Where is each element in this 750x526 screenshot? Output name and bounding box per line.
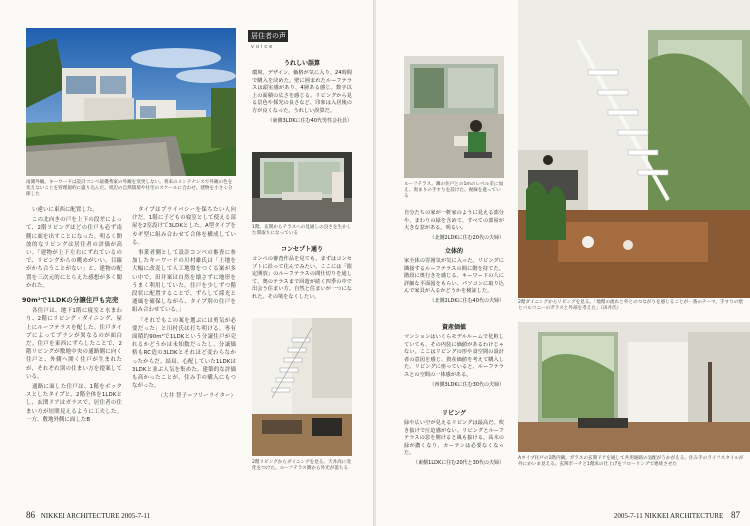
interior-photo-ground (252, 152, 352, 222)
voice-body: 緑や広い空が見えるリビングは最高だ。吹き抜けで圧迫感がない。リビングとルーフテラスの窓を開けると風も抜ける。高木の緑が濃くなり、カーテンは必要なくなった。 (404, 420, 504, 457)
voice-body: コンペの審査作品を見ても、まずはコンセプトに沿って住んでみたい。ここには「限定開放」のルーフテラスの間仕切りを通して、奥のテラスまで回遊が続く四季の中で出会う住まい方。自然と住まいが一つになれた。その境をなくしたい。 (252, 256, 352, 300)
body-column-1 (22, 206, 122, 426)
voice-extra (404, 210, 504, 241)
voice-body: 自分たちの家が一軒家のように見える部分や、まわりの緑を含めて、すべての部屋が大きな窓がある。明るい。 (404, 210, 504, 232)
body-paragraph: い違いに東西に配置した。 (32, 207, 98, 213)
voice-body: 家全体の雰囲気が気に入った。リビングに隣接するルーフテラスの間に階を持てた。階段に奥行きを感じる。キーワードの人に詳細な平面図をもらい、パソコンに取り込んで家具が入るかどうかを検証した。 (404, 258, 504, 295)
entrance-interior-photo (518, 322, 750, 452)
voice-signature: （東側1LDKに住む20代と30代の夫婦） (413, 459, 504, 466)
voice-signature: （北側2LDKに住む20代の夫婦） (429, 234, 504, 241)
left-page-number: 86 (26, 510, 35, 520)
staircase-photo-caption: 2階リビングからダイニングを見る。天井高に変化をつけた。ルーフテラス側から外光が落ちる (252, 460, 351, 471)
voice-body: マンションはいくらモデルルームで化粧していても、その内装に価値があるわけじゃない。ここはリビングの形や食空間の設計者の意図を感じ、資産価値を考えて購入した。リビングに座っていると、ルーフテラスとの空間の一体感がある。 (404, 334, 504, 378)
body-paragraph: 通路に面した住戸は、1階をボックスとしたタイプと、2階全体を1LDKとし、玄関ドアはガラスで、居住者の住まい方が垣間見えるように工夫した。一方、敷地外側に面したB (26, 384, 122, 423)
section-heading: 90m²で1LDKの分譲住戸も完売 (22, 296, 119, 305)
voice-item-3 (404, 246, 504, 304)
right-folio (614, 510, 740, 520)
interior-photo-caption: 1階。玄関からテラスへの見通しの良さを生かした間取りになっている (252, 225, 352, 236)
body-paragraph: 「それでもこの案を選ぶには勇気が必要だった」と川村氏は打ち明ける。専有面積約90m²で1LDKという分譲住戸が売れるかどうかは未知数だったし、分譲価格もRC造の3LDKとそれほど変わらなかったからだ。結局、心配していた1LDKは3LDKと並ぶ人気を集めた。建築的な評価も高かったことが、住み手の購入にもつながった。 (132, 317, 236, 390)
voice-item-1 (252, 58, 352, 124)
voice-item-4 (404, 322, 504, 388)
voice-item-5 (404, 408, 504, 466)
voice-heading: 資産価値 (441, 324, 466, 331)
left-folio (26, 510, 150, 520)
voice-signature: （西側3LDKに住む30代の夫婦） (429, 381, 504, 388)
body-column-2 (132, 206, 236, 401)
voice-signature: （北側2LDKに住む40代の夫婦） (429, 297, 504, 304)
entrance-interior-caption: Aタイプ住戸の1階内観。ガラスの玄関ドアを通して共用通路の気配がうかがえる。住み手のライフスタイルが外にかいま見える。玄関ポーチと1階床の仕上げをフローリングで連続させた (518, 456, 744, 467)
right-page-number: 87 (731, 510, 740, 520)
voice-title: 居住者の声 (251, 32, 286, 40)
exterior-photo-caption: 南側外観。キーワードは設計コンペ最優秀案の外観を変更しない。将来のメンテナンスで外観の色を変えないことを管理規約に盛り込んだ。周辺の自然環境や住宅のスケールに合わせ、建物を小さく分節した (26, 180, 233, 197)
staircase-photo (252, 318, 352, 456)
voice-signature: （東側3LDKに住む40代男性会社員） (267, 117, 352, 124)
roof-terrace-photo (404, 56, 504, 178)
voice-heading: 立体的 (444, 248, 463, 255)
right-page (376, 0, 750, 526)
body-paragraph: この北向きの戸を上下の段差によって、2階リビングほどの住戸も必ず南側に面を出すことになった。明るく開放的なリビングは居住者の評価が高い。「建物が上下左右にずれているので、リビングからの眺めがいい。目線がかち合うことがない」と、建物の配置を三次元的にとらえた感想が多く聞かれた。 (26, 217, 122, 289)
voice-subtitle: voice (251, 44, 275, 50)
body-paragraph: 事業者側として設計コンペの審査に参加したキーワードの川村雄氏は「土地を大幅に改変して人工地盤をつくる案が多い中で、田井案は自然を壊さずに地形をうまく利用していた。住戸を少しずつ階段状に配置することで、ずらして採光と通風を確保しながら、タイプ別の住戸を組み合わせている。」 (132, 250, 236, 314)
exterior-photo (26, 28, 236, 176)
dining-stair-photo (518, 0, 750, 298)
byline: （大井 智子＝フリーライター） (157, 393, 236, 400)
left-folio-magazine: NIKKEI ARCHITECTURE 2005-7-11 (40, 512, 151, 520)
voice-heading: リビング (442, 410, 466, 417)
voice-item-2 (252, 244, 352, 302)
dining-stair-caption: 2階ダイニングからリビングを見る。「地階の流れと外とのつながりを感じることが一番のテーマ。手すりの壁とバルコニーのガラスと外部を考えた」（田井氏） (518, 300, 743, 311)
voice-heading: うれしい誤算 (283, 60, 320, 67)
left-page (0, 0, 374, 526)
body-paragraph: タイプはプライバシーを保ちたい人向けだ。1階に子どもの寝室として使える部屋を2室設けて3LDKとした。A型タイプをカギ型に組み合わせて合体を構成している。 (132, 207, 236, 246)
roof-terrace-caption: ルーフテラス。隣の住戸との1mのレベル差に加え、奥まりの手すりを設けた。視線を遮っている (404, 182, 504, 199)
voice-body: 環境、デザイン、価格が気に入り、24時間で購入を決めた。壁に囲まれたルーフテラスは頭室感があり、4層ある感じ。数字以上の面積の広さを感じる。リビングから見る景色や採光の良さなど、印象は入居後の方が良くなった。うれしい誤算だ。 (252, 70, 352, 114)
body-paragraph: 各住戸は、地下1階に寝室と水まわり、2階にリビング・ダイニング、屋上にルーフテラスを配した。住戸タイプによってプランが異なるのが面白だ。住戸を東西にずらしたことで、2階リビングが敷地中央の通路側に向く住戸と、外側へ開く住戸が生まれたが、それぞれ別の住まい方を提案している。 (26, 308, 122, 380)
voice-heading: コンセプト通り (280, 246, 323, 253)
right-folio-magazine: 2005-7-11 NIKKEI ARCHITECTURE (613, 512, 724, 520)
